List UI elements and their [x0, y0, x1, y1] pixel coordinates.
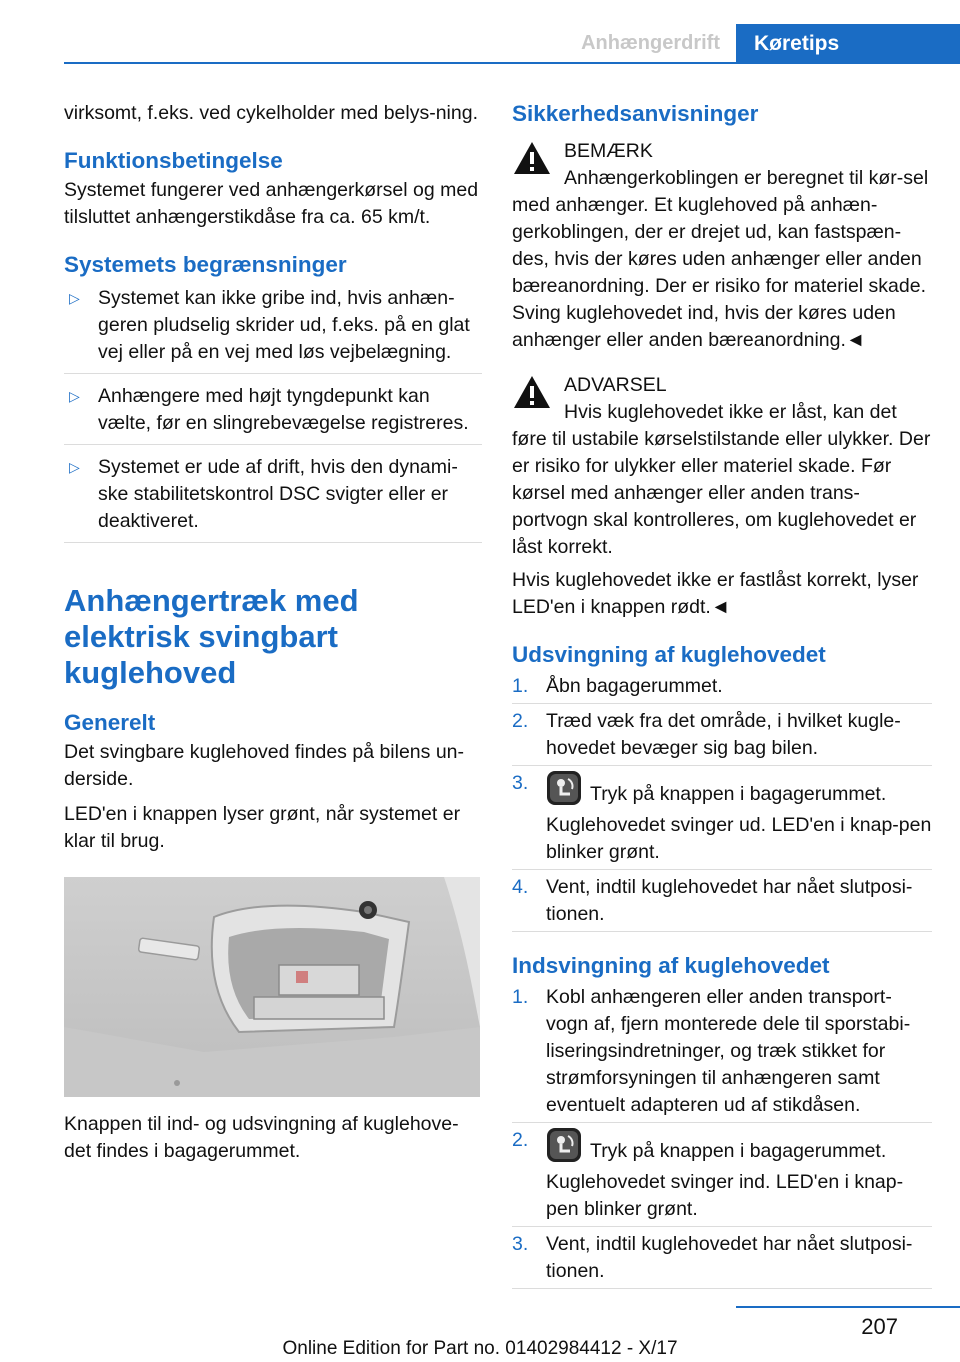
list-item	[512, 708, 932, 766]
list-item	[64, 454, 482, 543]
trailer-hitch-button-icon	[546, 770, 582, 806]
list-item	[512, 874, 932, 932]
step-result: Kuglehovedet svinger ud. LED'en i knap-pen blinker grønt.	[546, 814, 932, 863]
general-text-2: LED'en i knappen lyser grønt, når systemet er klar til brug.	[64, 803, 461, 852]
list-item-text: Systemet kan ikke gribe ind, hvis anhæn-geren pludselig skrider ud, f.eks. på en glat vej eller på en vej med løs vejbelægning.	[98, 287, 470, 363]
safety-heading: Sikkerhedsanvisninger	[512, 101, 759, 126]
step-text: Træd væk fra det område, i hvilket kugle-hovedet bevæger sig bag bilen.	[546, 710, 901, 759]
step-number: 1.	[512, 986, 529, 1008]
footer-rule	[736, 1306, 960, 1308]
step-number: 4.	[512, 876, 529, 898]
list-item	[512, 1127, 932, 1227]
warning-triangle-icon	[512, 374, 552, 410]
general-heading: Generelt	[64, 710, 156, 735]
general-text-1: Det svingbare kuglehoved findes på bilens un-derside.	[64, 741, 465, 790]
photo-caption: Knappen til ind- og udsvingning af kuglehove-det findes i bagagerummet.	[64, 1113, 459, 1162]
step-text: Tryk på knappen i bagagerummet.	[590, 1140, 887, 1162]
limits-list	[64, 285, 482, 543]
step-text: Kobl anhængeren eller anden transport-vogn af, fjern monterede dele til sporstabi-liseringsindretninger, og træk stikket for strømforsyningen til anhængeren samt eventuelt adapteren ud af stikdåsen.	[546, 986, 911, 1116]
trunk-button-photo	[64, 877, 480, 1097]
page-number: 207	[861, 1314, 898, 1339]
warning-text: Hvis kuglehovedet ikke er låst, kan det føre til ustabile kørselstilstande eller ulykker. Der er risiko for ulykker eller materiel skade. Før kørsel med anhænger eller anden trans-portvogn skal kontrolleres, om kuglehovedet er låst korrekt.	[512, 401, 931, 558]
triangle-bullet-icon: ▷	[69, 388, 80, 404]
function-text: Systemet fungerer ved anhængerkørsel og med tilsluttet anhængerstikdåse fra ca. 65 km/t.	[64, 179, 479, 228]
warning-text-2: Hvis kuglehovedet ikke er fastlåst korrekt, lyser LED'en i knappen rødt.◄	[512, 569, 919, 618]
function-heading: Funktionsbetingelse	[64, 148, 283, 173]
step-number: 2.	[512, 1129, 529, 1151]
notice-label: BEMÆRK	[564, 140, 653, 162]
chapter-heading: Anhængertræk med elektrisk svingbart kuglehoved	[64, 583, 359, 690]
header-rule	[64, 62, 960, 64]
list-item-text: Systemet er ude af drift, hvis den dynami-ske stabilitetskontrol DSC svigter eller er deaktiveret.	[98, 456, 458, 532]
list-item	[512, 673, 932, 704]
right-column	[512, 100, 932, 1293]
step-number: 2.	[512, 710, 529, 732]
header-section-title: Anhængerdrift	[581, 32, 720, 54]
notice-block	[512, 138, 932, 354]
list-item-text: Anhængere med højt tyngdepunkt kan vælte, før en slingrebevægelse registreres.	[98, 385, 469, 434]
list-item	[512, 770, 932, 870]
triangle-bullet-icon: ▷	[69, 290, 80, 306]
swing-in-heading: Indsvingning af kuglehovedet	[512, 953, 830, 978]
swing-out-steps	[512, 673, 932, 932]
left-column	[64, 100, 482, 1173]
step-text: Tryk på knappen i bagagerummet.	[590, 783, 887, 805]
swing-out-heading: Udsvingning af kuglehovedet	[512, 642, 826, 667]
step-number: 3.	[512, 1233, 529, 1255]
header-chapter-tab: Køretips	[736, 24, 960, 64]
intro-text: virksomt, f.eks. ved cykelholder med belys-ning.	[64, 102, 478, 124]
trailer-hitch-button-icon	[546, 1127, 582, 1163]
step-text: Vent, indtil kuglehovedet har nået slutposi-tionen.	[546, 876, 913, 925]
notice-text: Anhængerkoblingen er beregnet til kør-sel med anhænger. Et kuglehoved på anhæn-gerkoblingen, der er drejet ud, kan fastspæn-des, hvis der køres uden anhænger eller anden bæreanordning. Der er risiko for materiel skade. Sving kuglehovedet ind, hvis der køres uden anhænger eller anden bæreanordning.◄	[512, 167, 929, 351]
step-result: Kuglehovedet svinger ind. LED'en i knap-pen blinker grønt.	[546, 1171, 904, 1220]
list-item	[64, 383, 482, 445]
limits-heading: Systemets begrænsninger	[64, 252, 347, 277]
warning-block	[512, 372, 932, 621]
warning-triangle-icon	[512, 140, 552, 176]
list-item	[512, 1231, 932, 1289]
edition-footer: Online Edition for Part no. 01402984412 - X/17	[282, 1338, 678, 1359]
step-number: 1.	[512, 675, 529, 697]
warning-label: ADVARSEL	[564, 374, 667, 396]
swing-in-steps	[512, 984, 932, 1289]
list-item	[512, 984, 932, 1123]
step-text: Vent, indtil kuglehovedet har nået slutposi-tionen.	[546, 1233, 913, 1282]
list-item	[64, 285, 482, 374]
step-number: 3.	[512, 772, 529, 794]
step-text: Åbn bagagerummet.	[546, 675, 723, 697]
triangle-bullet-icon: ▷	[69, 459, 80, 475]
